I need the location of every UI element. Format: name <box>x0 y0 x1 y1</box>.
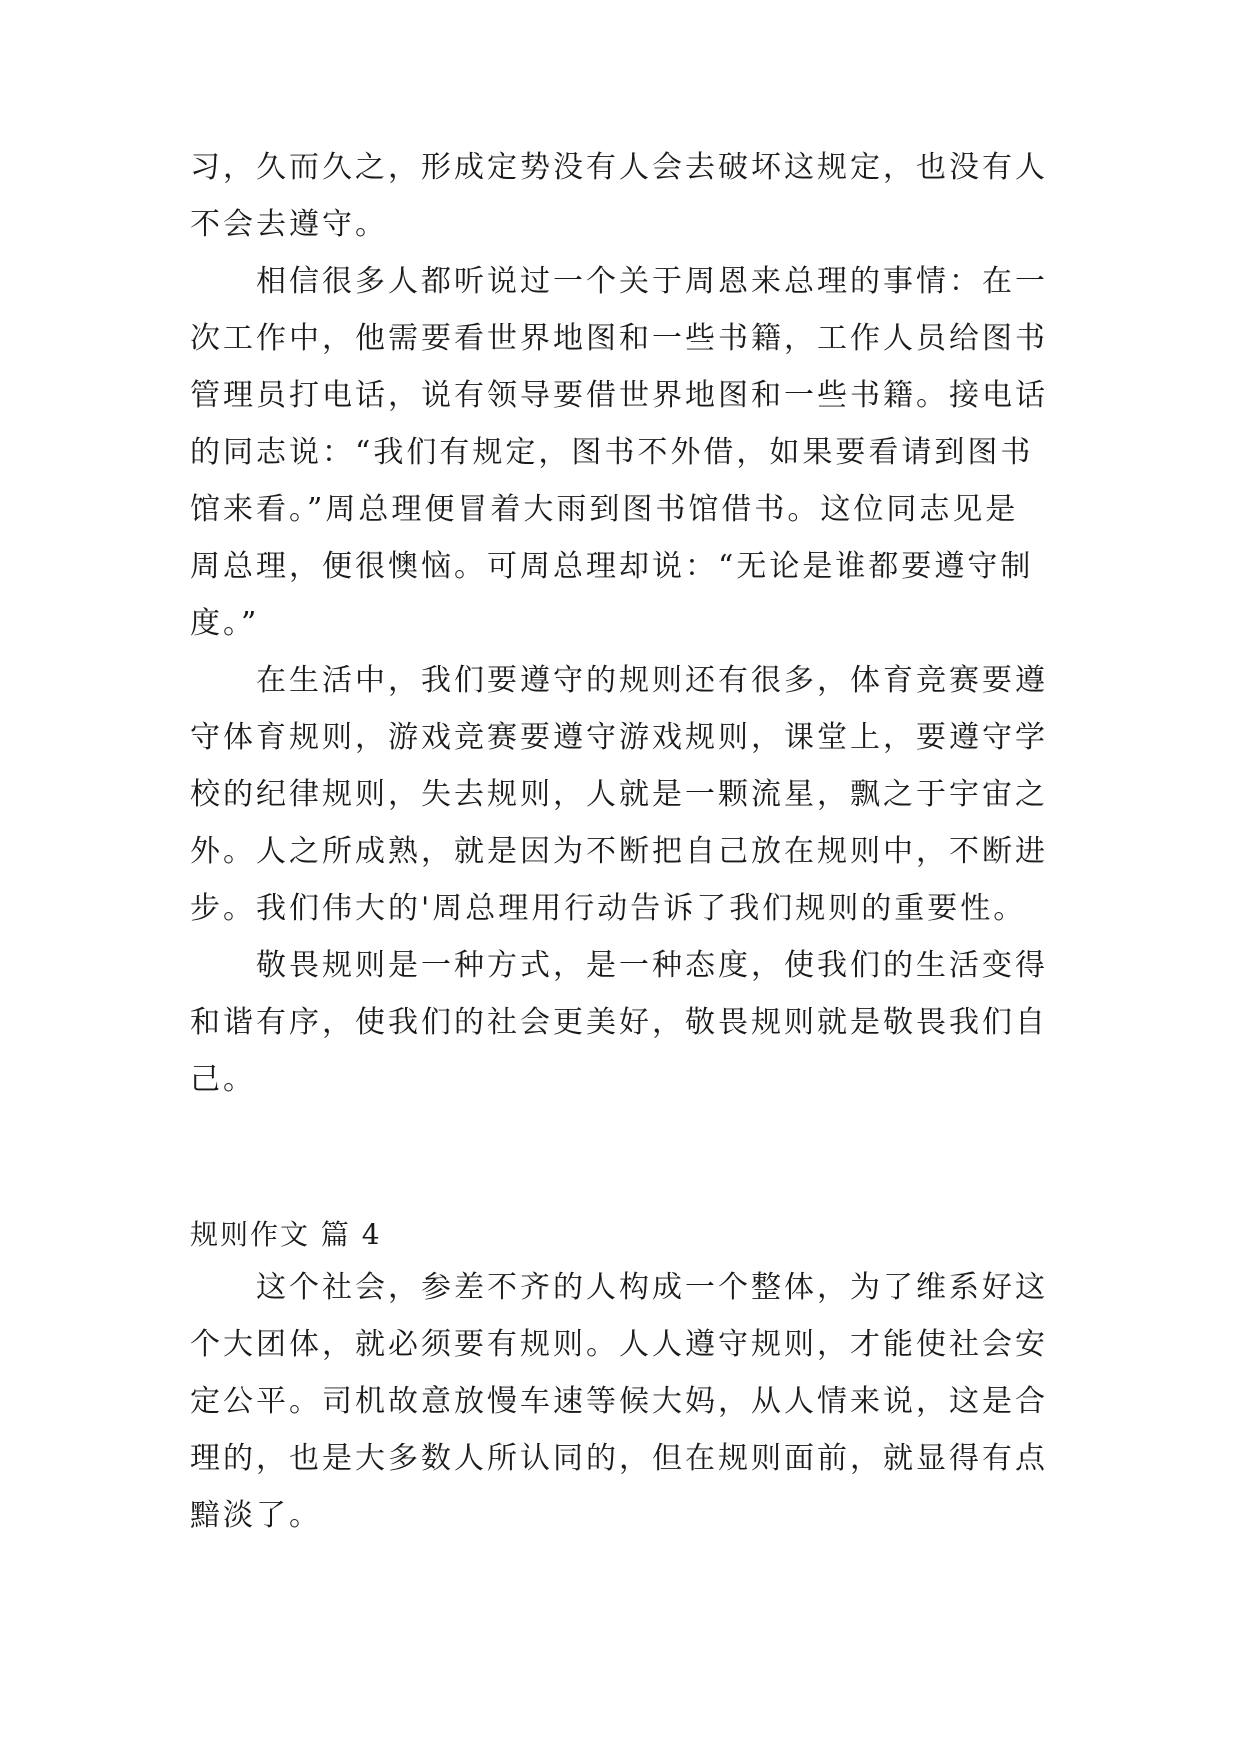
text-line: 度。” <box>190 606 260 641</box>
text-line: 次工作中，他需要看世界地图和一些书籍，工作人员给图书 <box>190 321 1048 356</box>
text-line: 外。人之所成熟，就是因为不断把自己放在规则中，不断进 <box>190 834 1048 869</box>
section-heading: 规则作文 篇 4 <box>190 1218 382 1251</box>
text-line: 步。我们伟大的'周总理用行动告诉了我们规则的重要性。 <box>190 891 1027 926</box>
text-line: 校的纪律规则，失去规则，人就是一颗流星，飘之于宇宙之 <box>190 777 1048 812</box>
text-line: 己。 <box>190 1062 256 1097</box>
text-line: 定公平。司机故意放慢车速等候大妈，从人情来说，这是合 <box>190 1384 1048 1419</box>
text-line: 守体育规则，游戏竞赛要遵守游戏规则，课堂上，要遵守学 <box>190 720 1048 755</box>
text-line: 习，久而久之，形成定势没有人会去破坏这规定，也没有人 <box>190 150 1048 185</box>
text-line: 管理员打电话，说有领导要借世界地图和一些书籍。接电话 <box>190 378 1048 413</box>
text-line: 这个社会，参差不齐的人构成一个整体，为了维系好这 <box>190 1270 1048 1305</box>
text-line: 敬畏规则是一种方式，是一种态度，使我们的生活变得 <box>190 948 1048 983</box>
text-line: 和谐有序，使我们的社会更美好，敬畏规则就是敬畏我们自 <box>190 1005 1048 1040</box>
text-line: 相信很多人都听说过一个关于周恩来总理的事情：在一 <box>190 264 1048 299</box>
text-line: 的同志说：“我们有规定，图书不外借，如果要看请到图书 <box>190 435 1034 470</box>
text-line: 不会去遵守。 <box>190 207 388 242</box>
text-line: 周总理，便很懊恼。可周总理却说：“无论是谁都要遵守制 <box>190 549 1034 584</box>
text-line: 在生活中，我们要遵守的规则还有很多，体育竞赛要遵 <box>190 663 1048 698</box>
text-line: 个大团体，就必须要有规则。人人遵守规则，才能使社会安 <box>190 1327 1048 1362</box>
text-line: 馆来看。”周总理便冒着大雨到图书馆借书。这位同志见是 <box>190 492 1019 527</box>
text-line: 理的，也是大多数人所认同的，但在规则面前，就显得有点 <box>190 1441 1048 1476</box>
text-line: 黯淡了。 <box>190 1498 322 1533</box>
